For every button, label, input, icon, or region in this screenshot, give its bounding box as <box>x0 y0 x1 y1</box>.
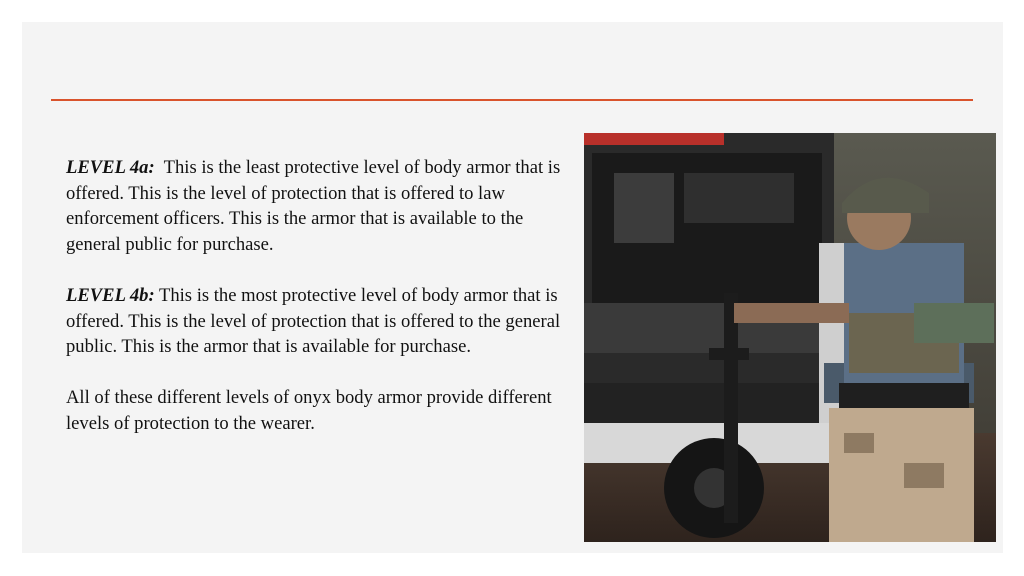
level-4b-label: LEVEL 4b: <box>66 284 155 306</box>
summary-text: All of these different levels of onyx body armor provide different levels of protection to the wearer. <box>66 387 552 434</box>
paragraph-level-4a <box>66 155 566 257</box>
level-4a-description: This is the least protective level of body armor that is offered. This is the level of protection that is offered to law enforcement officers. This is the armor that is available to the general public for purchase. <box>66 157 561 255</box>
title-divider-line <box>51 99 973 101</box>
level-4b-description: This is the most protective level of body armor that is offered. This is the level of protection that is offered to the general public. This is the armor that is available for purchase. <box>66 284 561 358</box>
slide <box>22 22 1003 553</box>
paragraph-level-4b <box>66 283 566 360</box>
body-text <box>66 155 566 462</box>
soldier-photo <box>584 133 996 542</box>
level-4a-label: LEVEL 4a: <box>66 157 155 178</box>
photo-soldier-truck-icon <box>584 133 996 542</box>
paragraph-summary <box>66 385 566 436</box>
